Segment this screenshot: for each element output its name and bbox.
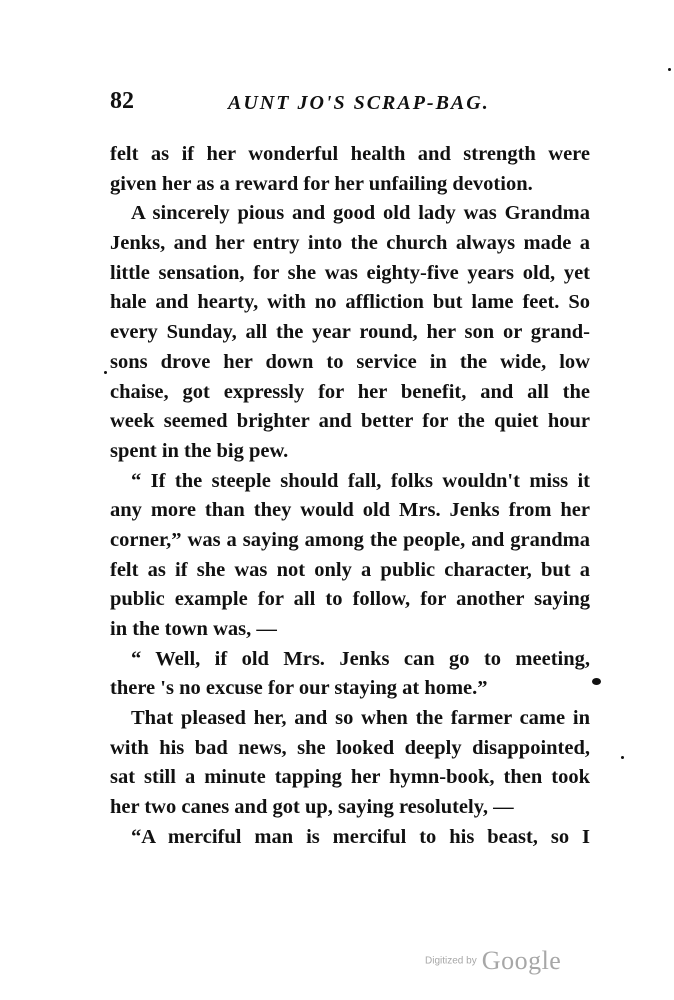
page-header [110,88,590,118]
ink-speck [104,371,107,374]
text-line: corner,” was a saying among the people, and grandma [110,528,590,551]
text-line: “ Well, if old Mrs. Jenks can go to meeting, [131,647,590,670]
text-line: her two canes and got up, saying resolutely, — [110,796,514,819]
text-line: Jenks, and her entry into the church always made a [110,232,590,255]
text-line: “ If the steeple should fall, folks wouldn't miss it [131,469,590,492]
running-title: AUNT JO'S SCRAP-BAG. [228,92,490,114]
text-line: sons drove her down to service in the wide, low [110,350,590,373]
text-line: felt as if she was not only a public character, but a [110,558,590,581]
text-line: public example for all to follow, for another saying [110,588,590,611]
ink-speck [668,68,671,71]
digitized-watermark [425,946,561,976]
page-number: 82 [110,88,134,114]
text-line: with his bad news, she looked deeply disappointed, [110,736,590,759]
text-line: every Sunday, all the year round, her son or grand- [110,321,590,344]
ink-speck [621,756,624,759]
text-line: there 's no excuse for our staying at home.” [110,677,488,700]
ink-blot [592,678,601,685]
text-line: A sincerely pious and good old lady was Grandma [131,202,590,225]
text-line: spent in the big pew. [110,439,289,462]
text-line: any more than they would old Mrs. Jenks from her [110,499,590,522]
body-text [110,140,590,853]
text-line: week seemed brighter and better for the quiet hour [110,410,590,433]
text-line: hale and hearty, with no affliction but lame feet. So [110,291,590,314]
text-line: given her as a reward for her unfailing devotion. [110,172,533,195]
text-line: in the town was, — [110,618,277,640]
text-line: “A merciful man is merciful to his beast, so I [131,825,590,848]
google-logo: Google [481,946,562,975]
text-line: little sensation, for she was eighty-five years old, yet [110,261,590,284]
text-line: sat still a minute tapping her hymn-book, then took [110,766,590,789]
text-line: chaise, got expressly for her benefit, and all the [110,380,590,403]
text-line: felt as if her wonderful health and strength were [110,143,590,165]
digitized-label: Digitized by [425,955,477,967]
text-line: That pleased her, and so when the farmer came in [131,707,590,730]
